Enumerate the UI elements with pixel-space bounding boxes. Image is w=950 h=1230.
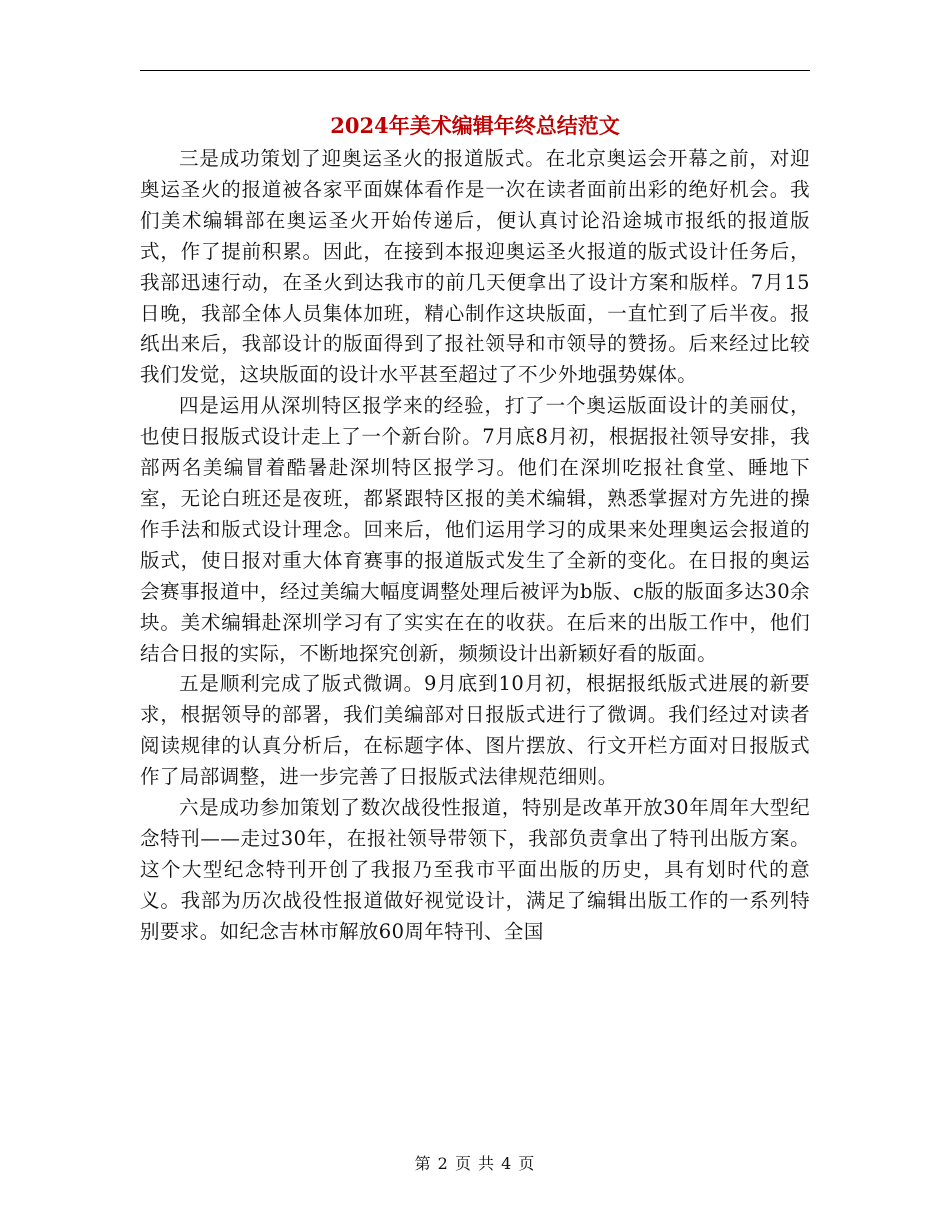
document-title: 2024年美术编辑年终总结范文	[330, 113, 620, 138]
page-number-footer: 第 2 页 共 4 页	[414, 1154, 536, 1173]
paragraph-5: 五是顺利完成了版式微调。9月底到10月初，根据报纸版式进展的新要求，根据领导的部署，我们美编部对日报版式进行了微调。我们经过对读者阅读规律的认真分析后，在标题字体、图片摆放、行文开栏方面对日报版式作了局部调整，进一步完善了日报版式法律规范细则。	[140, 672, 810, 789]
paragraph-3: 三是成功策划了迎奥运圣火的报道版式。在北京奥运会开幕之前，对迎奥运圣火的报道被各家平面媒体看作是一次在读者面前出彩的绝好机会。我们美术编辑部在奥运圣火开始传递后，便认真讨论沿途城市报纸的报道版式，作了提前积累。因此，在接到本报迎奥运圣火报道的版式设计任务后，我部迅速行动，在圣火到达我市的前几天便拿出了设计方案和版样。7月15日晚，我部全体人员集体加班，精心制作这块版面，一直忙到了后半夜。报纸出来后，我部设计的版面得到了报社领导和市领导的赞扬。后来经过比较我们发觉，这块版面的设计水平甚至超过了不少外地强势媒体。	[140, 147, 810, 387]
paragraph-6: 六是成功参加策划了数次战役性报道，特别是改革开放30年周年大型纪念特刊——走过30年，在报社领导带领下，我部负责拿出了特刊出版方案。这个大型纪念特刊开创了我报乃至我市平面出版的历史，具有划时代的意义。我部为历次战役性报道做好视觉设计，满足了编辑出版工作的一系列特别要求。如纪念吉林市解放60周年特刊、全国	[140, 796, 810, 943]
paragraph-4: 四是运用从深圳特区报学来的经验，打了一个奥运版面设计的美丽仗，也使日报版式设计走上了一个新台阶。7月底8月初，根据报社领导安排，我部两名美编冒着酷暑赴深圳特区报学习。他们在深圳吃报社食堂、睡地下室，无论白班还是夜班，都紧跟特区报的美术编辑，熟悉掌握对方先进的操作手法和版式设计理念。回来后，他们运用学习的成果来处理奥运会报道的版式，使日报对重大体育赛事的报道版式发生了全新的变化。在日报的奥运会赛事报道中，经过美编大幅度调整处理后被评为b版、c版的版面多达30余块。美术编辑赴深圳学习有了实实在在的收获。在后来的出版工作中，他们结合日报的实际，不断地探究创新，频频设计出新颖好看的版面。	[140, 394, 810, 665]
header-rule	[140, 70, 810, 71]
document-body	[140, 144, 810, 948]
